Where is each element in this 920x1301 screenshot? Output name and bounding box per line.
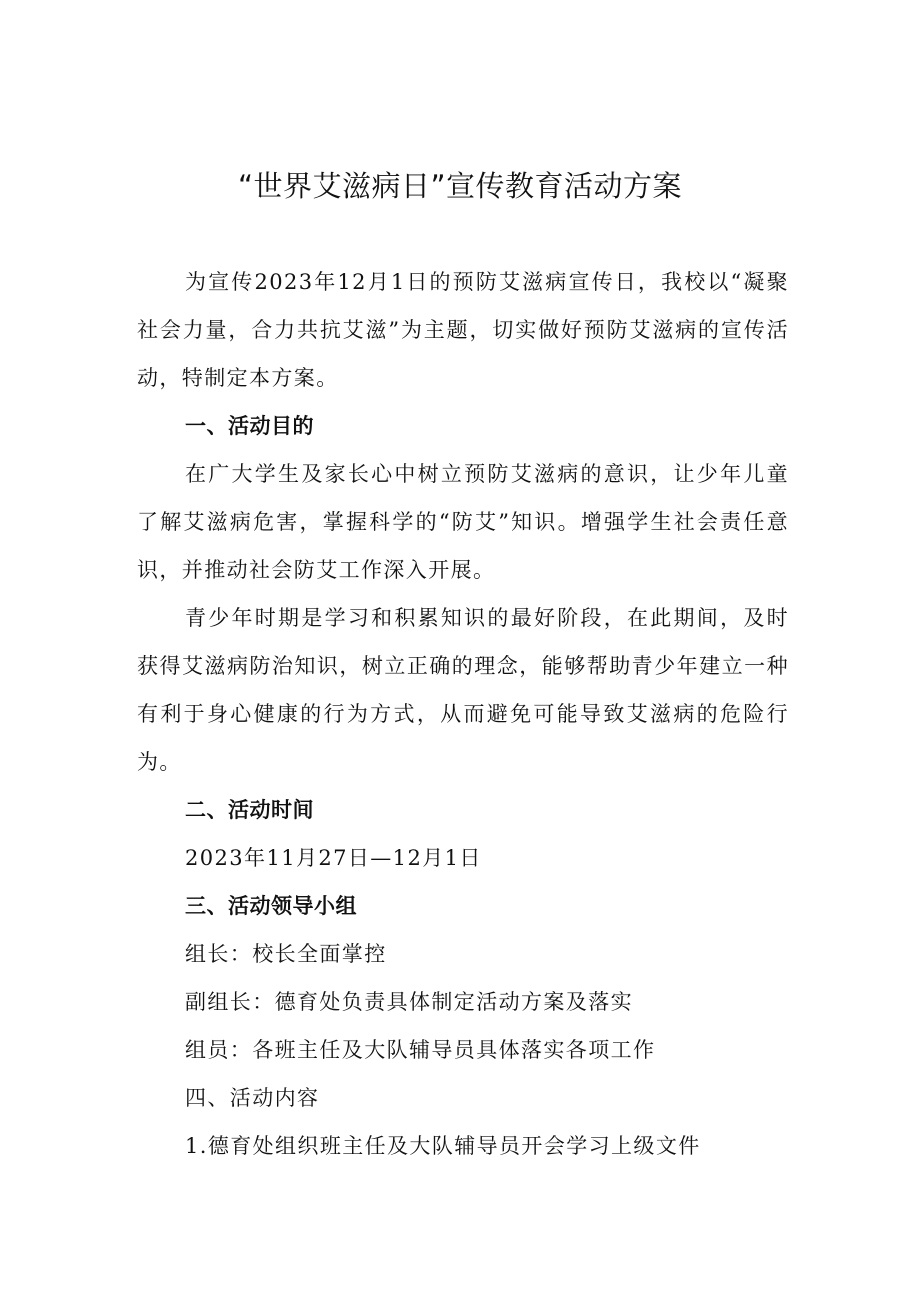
section-heading-content: 四、活动内容: [185, 1086, 320, 1110]
document-body: [137, 258, 789, 1170]
section-heading-leadership: 三、活动领导小组: [185, 894, 357, 918]
purpose-paragraph-1: 在广大学生及家长心中树立预防艾滋病的意识，让少年儿童了解艾滋病危害，掌握科学的“防艾”知识。增强学生社会责任意识，并推动社会防艾工作深入开展。: [137, 462, 789, 582]
intro-paragraph: 为宣传2023年12月1日的预防艾滋病宣传日，我校以“凝聚社会力量，合力共抗艾滋”为主题，切实做好预防艾滋病的宣传活动，特制定本方案。: [137, 270, 789, 390]
members-line: 组员：各班主任及大队辅导员具体落实各项工作: [185, 1038, 656, 1062]
leader-line: 组长：校长全面掌控: [185, 942, 387, 966]
deputy-leader-line: 副组长：德育处负责具体制定活动方案及落实: [185, 990, 633, 1014]
content-item-1: 1.德育处组织班主任及大队辅导员开会学习上级文件: [185, 1134, 701, 1158]
document-title: “世界艾滋病日”宣传教育活动方案: [237, 169, 683, 203]
section-heading-purpose: 一、活动目的: [185, 414, 314, 438]
activity-date: 2023年11月27日—12月1日: [185, 846, 482, 870]
section-heading-time: 二、活动时间: [185, 798, 314, 822]
purpose-paragraph-2: 青少年时期是学习和积累知识的最好阶段，在此期间，及时获得艾滋病防治知识，树立正确的理念，能够帮助青少年建立一种有利于身心健康的行为方式，从而避免可能导致艾滋病的危险行为。: [137, 606, 789, 774]
